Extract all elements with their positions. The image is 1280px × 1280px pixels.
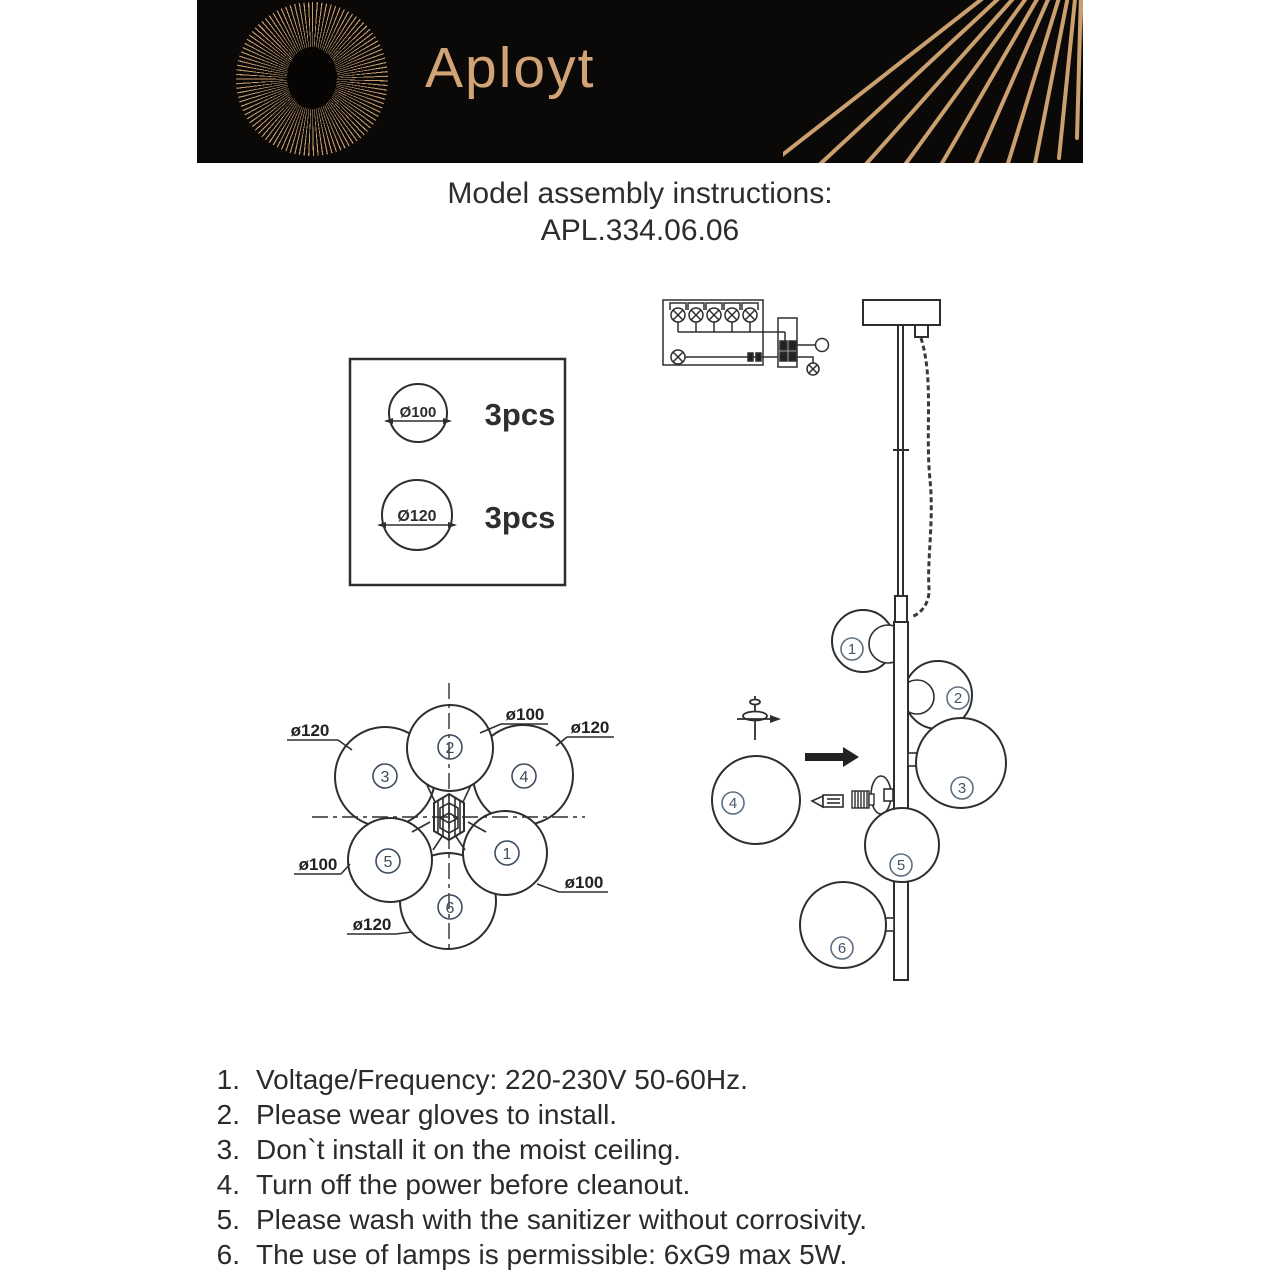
item-text: Don`t install it on the moist ceiling.	[256, 1134, 681, 1165]
dim-left: ø100	[298, 855, 338, 874]
central-tube	[894, 622, 908, 980]
top-label-4: 4	[519, 769, 529, 786]
item-text: The use of lamps is permissible: 6xG9 max 5W.	[256, 1239, 848, 1270]
power-cable	[911, 338, 931, 617]
dim-top-right: ø120	[570, 718, 610, 737]
side-view-diagram	[690, 280, 1020, 1010]
side-label-4: 4	[728, 795, 738, 812]
top-label-1: 1	[502, 846, 512, 863]
side-label-6: 6	[837, 940, 847, 957]
item-number: 5.	[216, 1204, 240, 1235]
top-label-2: 2	[445, 740, 455, 757]
item-text: Turn off the power before cleanout.	[256, 1169, 691, 1200]
starburst-core	[287, 47, 337, 109]
dim-top: ø100	[505, 705, 545, 724]
model-number: APL.334.06.06	[540, 214, 740, 247]
instruction-item	[208, 1167, 867, 1202]
item-text: Voltage/Frequency: 220-230V 50-60Hz.	[256, 1064, 748, 1095]
suspension-rod	[898, 325, 903, 596]
brand-banner	[197, 0, 1083, 163]
sphere-6-drawing	[800, 882, 894, 968]
g9-bulb-icon	[812, 795, 843, 807]
shade-100-diameter-label: Ø100	[399, 404, 437, 421]
instruction-item	[208, 1097, 867, 1132]
ceiling-plate	[863, 300, 940, 325]
dim-top-left: ø120	[290, 721, 330, 740]
top-label-5: 5	[383, 854, 393, 871]
top-view-diagram	[278, 672, 622, 1002]
rod-sleeve	[895, 596, 907, 622]
item-text: Please wear gloves to install.	[256, 1099, 618, 1130]
shade-100-qty-label: 3pcs	[484, 397, 556, 432]
brand-name: Aployt	[425, 36, 596, 100]
dim-bottom: ø120	[352, 915, 392, 934]
insert-arrow-icon	[805, 747, 859, 767]
item-number: 3.	[216, 1134, 240, 1165]
gold-rays-decoration	[783, 0, 1083, 163]
instruction-item	[208, 1132, 867, 1167]
side-label-3: 3	[957, 780, 967, 797]
shade-120-diameter-label: Ø120	[397, 508, 437, 525]
item-number: 4.	[216, 1169, 240, 1200]
side-label-2: 2	[953, 690, 963, 707]
rotation-icon	[737, 696, 781, 740]
top-label-3: 3	[380, 769, 390, 786]
instruction-list	[208, 1062, 867, 1272]
lamp-symbol-bottom	[671, 350, 685, 364]
shade-120-qty-label: 3pcs	[484, 500, 556, 535]
item-number: 2.	[216, 1099, 240, 1130]
side-label-5: 5	[896, 857, 906, 874]
dim-right: ø100	[564, 873, 604, 892]
threaded-socket-icon	[852, 791, 874, 808]
top-label-6: 6	[445, 900, 455, 917]
cable-gland	[915, 325, 928, 337]
instruction-item	[208, 1237, 867, 1272]
instruction-item	[208, 1062, 867, 1097]
sphere-4-drawing	[712, 756, 800, 844]
parts-box-diagram	[348, 357, 567, 587]
document-title	[0, 175, 1280, 249]
item-number: 1.	[216, 1064, 240, 1095]
side-label-1: 1	[847, 641, 857, 658]
item-number: 6.	[216, 1239, 240, 1270]
instruction-item	[208, 1202, 867, 1237]
item-text: Please wash with the sanitizer without corrosivity.	[256, 1204, 868, 1235]
title-line-1: Model assembly instructions:	[447, 177, 833, 210]
